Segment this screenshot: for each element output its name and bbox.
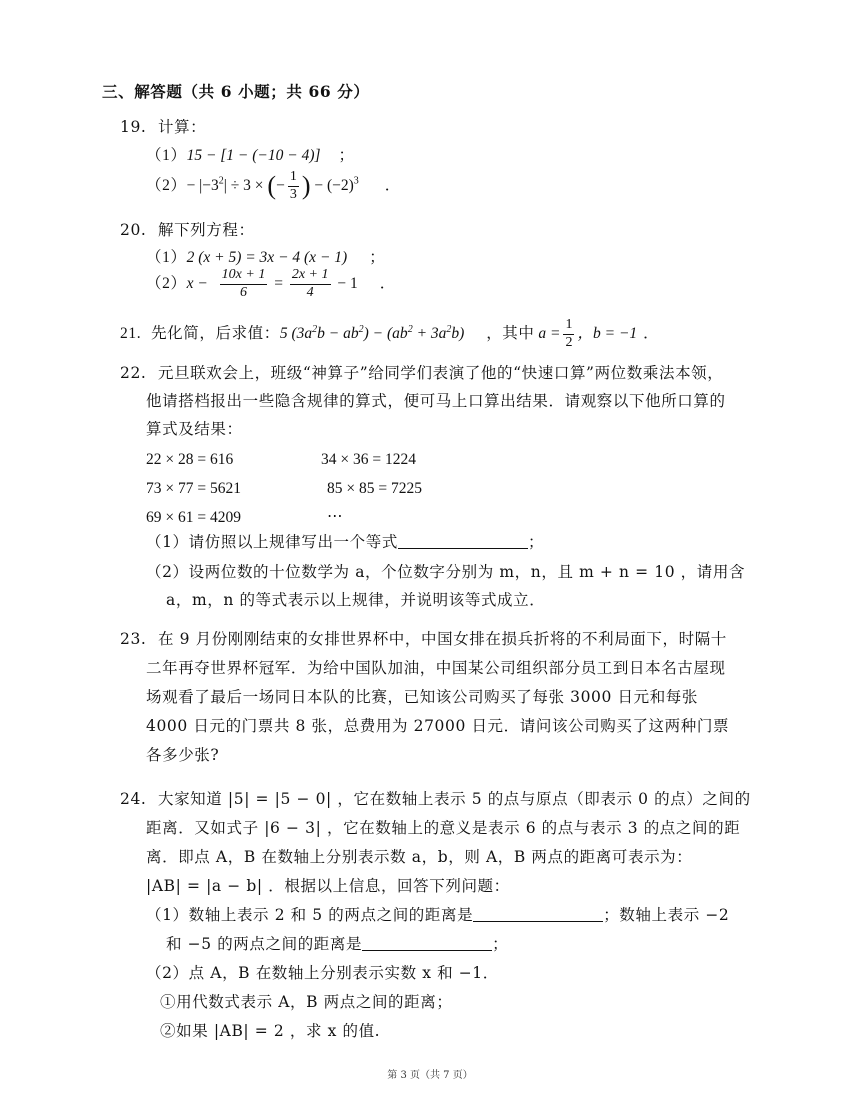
- q19-part2: $(2)- |-3^2| \div 3$ × (− $\frac{1}{3}$ ) − $(-2)^3$ ．: [146, 169, 401, 202]
- q22-part2-line2: a，m，n 的等式表示以上规律，并说明该等式成立．: [166, 591, 546, 609]
- q24-line3: 离．即点 A，B 在数轴上分别表示数 a，b，则 A，B 两点的距离可表示为：: [146, 848, 693, 866]
- q24-part2-sub1: ①用代数式表示 A，B 两点之间的距离；: [160, 993, 453, 1011]
- q19-stem: 计算：: [157, 118, 207, 136]
- question-23: 23. 在 9 月份刚刚结束的女排世界杯中，中国女排在损兵折将的不利局面下，时隔十: [120, 630, 727, 648]
- q20-fraction-1: $\frac{10x + 1}{6}$: [221, 267, 266, 300]
- q22-part1: （1）请仿照以上规律写出一个等式 ；: [146, 533, 545, 551]
- q24-part1: （1）数轴上表示 2 和 5 的两点之间的距离是 ；数轴上表示 −2: [146, 906, 730, 924]
- q24-part1-line2: 和 −5 的两点之间的距离是 ；: [166, 935, 509, 953]
- q19-fraction: $\frac{1}{3}$: [289, 169, 297, 202]
- question-20: 20. 解下列方程：: [120, 221, 255, 239]
- q23-line3: 场观看了最后一场同日本队的比赛，已知该公司购买了每张 3000 日元和每张: [146, 688, 699, 706]
- question-22: 22. 元旦联欢会上，班级“神算子”给同学们表演了他的“快速口算”两位数乘法本领，: [120, 364, 724, 382]
- q24-line2: 距离．又如式子 |6 − 3| ，它在数轴上的意义是表示 6 的点与表示 3 的点之间的距: [146, 819, 741, 837]
- q22-line2: 他请搭档报出一些隐含规律的算式，便可马上口算出结果．请观察以下他所口算的: [146, 392, 726, 410]
- q23-line5: 各多少张?: [146, 746, 220, 764]
- page-footer: 第 3 页（共 7 页）: [387, 1070, 473, 1081]
- q22-equation-right-3: ⋯: [327, 508, 343, 525]
- q22-equation-left-1: 22 × 28 = 616: [146, 451, 234, 468]
- q22-equation-left-3: 69 × 61 = 4209: [146, 509, 241, 526]
- q24-answer-blank-1[interactable]: [473, 907, 603, 922]
- q24-part2: （2）点 A，B 在数轴上分别表示实数 x 和 −1．: [146, 964, 499, 982]
- q19-number: 19.: [120, 118, 147, 136]
- q21-fraction: $\frac{1}{2}$: [565, 317, 573, 350]
- q22-answer-blank[interactable]: [398, 534, 528, 549]
- q22-part2: （2）设两位数的十位数学为 a，个位数字分别为 m，n，且 m + n = 10 ，请用含: [146, 563, 746, 581]
- q23-line4: 4000 日元的门票共 8 张，总费用为 27000 日元．请问该公司购买了这两种门票: [146, 717, 730, 735]
- q24-answer-blank-2[interactable]: [362, 936, 492, 951]
- q22-line3: 算式及结果：: [146, 420, 243, 438]
- question-24: 24. 大家知道 |5| = |5 − 0| ，它在数轴上表示 5 的点与原点（即表示 0 的点）之间的: [120, 790, 751, 808]
- q24-part2-sub2: ②如果 |AB| = 2 ，求 x 的值.: [160, 1022, 381, 1040]
- question-21: 21. 先化简，后求值：5 $(3a^2b - ab^2) - (ab^2 + 3a^2b)$ ，其中 a = $\frac{1}{2}$ ，b = −1 ．: [120, 317, 659, 350]
- q22-equation-left-2: 73 × 77 = 5621: [146, 480, 241, 497]
- q19-part1-expr: 15 − [1 − (−10 − 4)]: [186, 147, 321, 164]
- section-title: 三、解答题（共 6 小题；共 66 分）: [102, 82, 370, 101]
- q24-line4: |AB| = |a − b| ．根据以上信息，回答下列问题：: [146, 877, 510, 895]
- question-19: [120, 115, 206, 137]
- q23-line2: 二年再夺世界杯冠军．为给中国队加油，中国某公司组织部分员工到日本名古屋现: [146, 659, 726, 677]
- q22-equation-right-1: 34 × 36 = 1224: [321, 451, 416, 468]
- q19-part1: （1）15 − [1 − (−10 − 4)] ；: [146, 147, 355, 164]
- q20-part2: （2）x − $\frac{10x + 1}{6}$ = $\frac{2x + 1}{4}$ − 1 ．: [146, 267, 396, 300]
- q20-fraction-2: $\frac{2x + 1}{4}$: [291, 267, 329, 300]
- q20-part1: （1）2 (x + 5) = 3x − 4 (x − 1) ；: [146, 249, 385, 266]
- q22-equation-right-2: 85 × 85 = 7225: [327, 480, 422, 497]
